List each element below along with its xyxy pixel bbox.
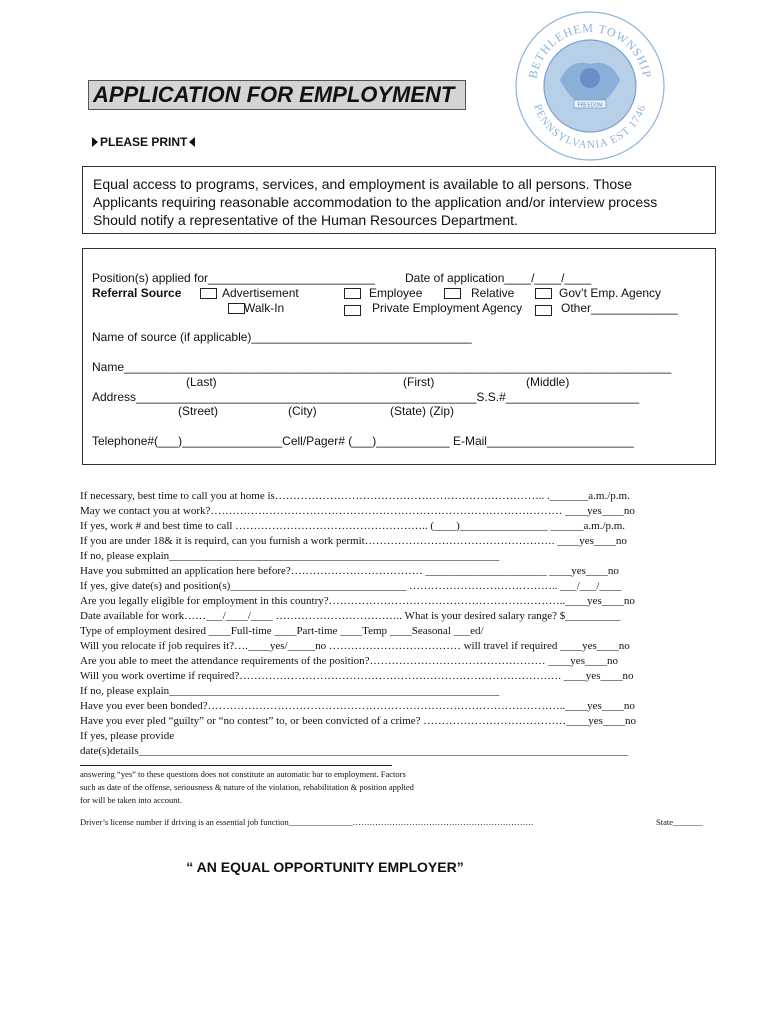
relative-checkbox[interactable] (444, 288, 461, 299)
walk-in-label: Walk-In (244, 301, 285, 315)
question-permit-explain[interactable]: If no, please explain____________________________________________________________ (80, 550, 500, 562)
private-agency-checkbox[interactable] (344, 305, 361, 316)
advertisement-checkbox[interactable] (200, 288, 217, 299)
date-of-application-field[interactable]: Date of application____/____/____ (405, 271, 592, 285)
relative-label: Relative (471, 286, 515, 300)
question-applied-before[interactable]: Have you submitted an application here before?……………………………… ______________________ ____yes____no (80, 565, 619, 577)
private-agency-label: Private Employment Agency (372, 301, 523, 315)
first-name-caption: (First) (403, 375, 435, 389)
referral-source-label: Referral Source (92, 286, 182, 300)
question-legally-eligible[interactable]: Are you legally eligible for employment in this country?………………………………………………………..____yes____no (80, 595, 635, 607)
middle-name-caption: (Middle) (526, 375, 570, 389)
license-state-field[interactable]: State_______ (656, 817, 703, 827)
name-field[interactable]: Name__________________________________________________________________________________ (92, 360, 672, 374)
details-extra-line[interactable] (80, 765, 392, 766)
drivers-license-field[interactable]: Driver’s license number if driving is an essential job function_______________………………………………………………………. (80, 817, 534, 827)
state-zip-caption: (State) (Zip) (390, 404, 455, 418)
conviction-note-line-1: answering “yes” to these questions does not constitute an automatic bar to employment. Factors (80, 769, 406, 779)
question-attendance[interactable]: Are you able to meet the attendance requirements of the position?………………………………………… ____yes____no (80, 655, 618, 667)
triangle-left-icon (189, 137, 195, 147)
other-checkbox[interactable] (535, 305, 552, 316)
employee-checkbox[interactable] (344, 288, 361, 299)
equal-opportunity-footer: “ AN EQUAL OPPORTUNITY EMPLOYER” (186, 859, 464, 875)
page-title: APPLICATION FOR EMPLOYMENT (88, 80, 466, 110)
question-overtime[interactable]: Will you work overtime if required?……………………………………………………………………………. ____yes____no (80, 670, 634, 682)
other-field[interactable]: Other_____________ (561, 301, 678, 315)
question-employment-type[interactable]: Type of employment desired ____Full-time ____Part-time ____Temp ____Seasonal ___ed/ (80, 625, 484, 637)
govt-agency-label: Gov’t Emp. Agency (559, 286, 662, 300)
govt-agency-checkbox[interactable] (535, 288, 552, 299)
question-bonded[interactable]: Have you ever been bonded?……………………………………………………………………………………..____yes____no (80, 700, 635, 712)
conviction-note-line-2: such as date of the offense, seriousness & nature of the violation, rehabilitation & position applied (80, 782, 414, 792)
question-best-time-home[interactable]: If necessary, best time to call you at home is……………………………………………………………….. ._______a.m./p.m. (80, 490, 630, 502)
employee-label: Employee (369, 286, 423, 300)
question-dates-details[interactable]: date(s)details_________________________________________________________________________________________ (80, 745, 629, 757)
question-work-number[interactable]: If yes, work # and best time to call …………………………………………….. (____)________________ ______a.m./p.m. (80, 520, 626, 532)
conviction-note-line-3: for will be taken into account. (80, 795, 182, 805)
question-prior-dates-positions[interactable]: If yes, give date(s) and position(s)________________________________ ………………………………….. ___/___/____ (80, 580, 622, 592)
township-seal-logo (512, 8, 668, 164)
svg-text:BETHLEHEM TOWNSHIP: BETHLEHEM TOWNSHIP (525, 20, 655, 80)
street-caption: (Street) (178, 404, 219, 418)
position-applied-field[interactable]: Position(s) applied for_________________________ (92, 271, 375, 285)
question-relocate-travel[interactable]: Will you relocate if job requires it?….____yes/_____no ……………………………… will travel if required ____yes____no (80, 640, 630, 652)
question-contact-at-work[interactable]: May we contact you at work?…………………………………………………………………………………… ____yes____no (80, 505, 635, 517)
question-overtime-explain[interactable]: If no, please explain____________________________________________________________ (80, 685, 500, 697)
last-name-caption: (Last) (186, 375, 217, 389)
please-print-label: PLEASE PRINT (92, 135, 195, 149)
source-name-field[interactable]: Name of source (if applicable)_________________________________ (92, 330, 472, 344)
svg-text:PENNSYLVANIA EST 1746: PENNSYLVANIA EST 1746 (531, 102, 649, 152)
question-convicted[interactable]: Have you ever pled “guilty” or “no contest” to, or been convicted of a crime? …………………………………____yes____no (80, 715, 636, 727)
city-caption: (City) (288, 404, 317, 418)
address-ssn-field[interactable]: Address___________________________________________________S.S.#____________________ (92, 390, 640, 404)
equal-access-text: Equal access to programs, services, and employment is available to all persons. Those Applicants requiring reasonable accommodation to the application and/or interview process Should notify a representative of the Human Resources Department. (93, 176, 658, 228)
question-date-available-salary[interactable]: Date available for work……___/____/____ …………………………….. What is your desired salary range? $__________ (80, 610, 621, 622)
triangle-right-icon (92, 137, 98, 147)
question-work-permit[interactable]: If you are under 18& it is requird, can you furnish a work permit……………………………………………. ____yes____no (80, 535, 627, 547)
telephone-cell-email-field[interactable]: Telephone#(___)_______________Cell/Pager# (___)___________ E-Mail______________________ (92, 434, 634, 448)
question-provide-label: If yes, please provide (80, 730, 175, 742)
svg-text:FREEDOM: FREEDOM (577, 102, 603, 109)
equal-access-notice (82, 166, 716, 234)
advertisement-label: Advertisement (222, 286, 299, 300)
